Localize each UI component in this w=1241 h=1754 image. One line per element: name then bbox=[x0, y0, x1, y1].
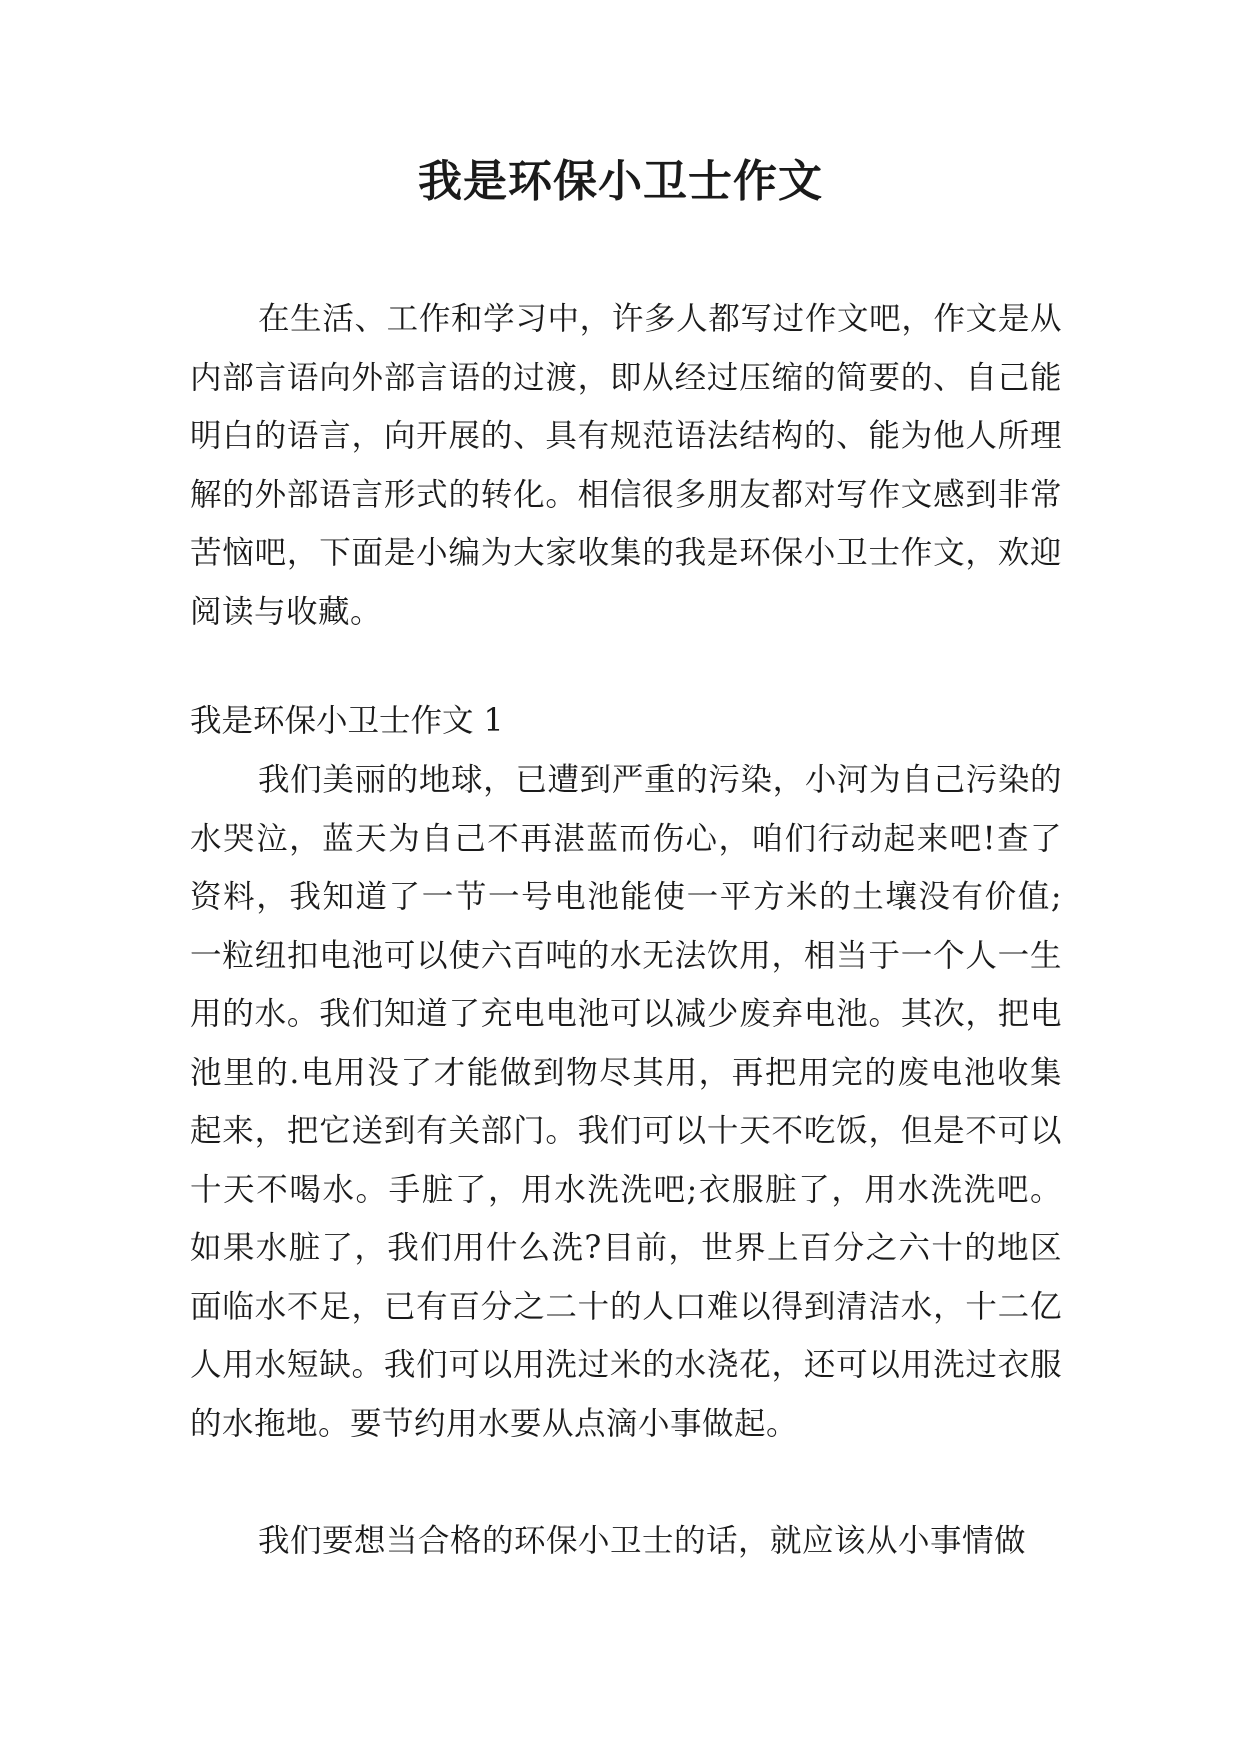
intro-paragraph: 在生活、工作和学习中，许多人都写过作文吧，作文是从内部言语向外部言语的过渡，即从经过压缩的简要的、自己能明白的语言，向开展的、具有规范语法结构的、能为他人所理解的外部语言形式的转化。相信很多朋友都对写作文感到非常苦恼吧，下面是小编为大家收集的我是环保小卫士作文，欢迎阅读与收藏。 bbox=[190, 301, 1062, 630]
body-paragraph-1: 我们美丽的地球，已遭到严重的污染，小河为自己污染的水哭泣，蓝天为自己不再湛蓝而伤心，咱们行动起来吧!查了资料，我知道了一节一号电池能使一平方米的土壤没有价值;一粒纽扣电池可以使六百吨的水无法饮用，相当于一个人一生用的水。我们知道了充电电池可以减少废弃电池。其次，把电池里的.电用没了才能做到物尽其用，再把用完的废电池收集起来，把它送到有关部门。我们可以十天不吃饭，但是不可以十天不喝水。手脏了，用水洗洗吧;衣服脏了，用水洗洗吧。如果水脏了，我们用什么洗?目前，世界上百分之六十的地区面临水不足，已有百分之二十的人口难以得到清洁水，十二亿人用水短缺。我们可以用洗过米的水浇花，还可以用洗过衣服的水拖地。要节约用水要从点滴小事做起。 bbox=[190, 762, 1062, 1442]
body-paragraph-2: 我们要想当合格的环保小卫士的话，就应该从小事情做 bbox=[258, 1523, 1027, 1559]
document-title: 我是环保小卫士作文 bbox=[418, 156, 823, 207]
section-heading: 我是环保小卫士作文 1 bbox=[190, 703, 504, 739]
